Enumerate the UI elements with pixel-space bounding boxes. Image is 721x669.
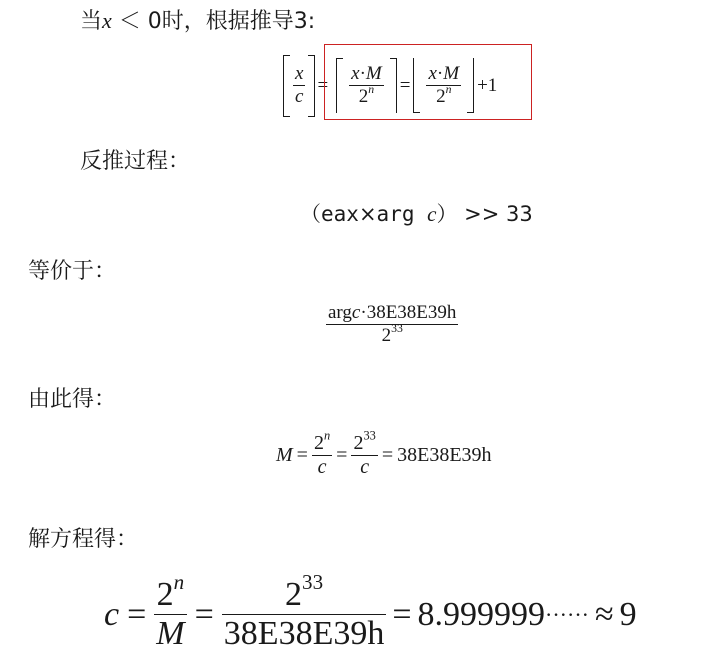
fraction-2n-over-M: $\frac{2^n}{M}$: [156, 570, 185, 652]
fraction-argc-const-over-2-33: $\frac{\text{argc·38E38E39h}}{2^{33}}$: [328, 302, 457, 346]
reverse-process-label: 反推过程：: [80, 149, 191, 174]
fraction-xM-over-2n-floor: $\frac{x\cdot M}{2^n}$: [428, 63, 460, 107]
equals-sign: =: [317, 74, 329, 96]
equals-sign: =: [399, 74, 411, 96]
equation-M-value: M = $\frac{2^n}{c}$ = $\frac{2^{33}}{c}$ = 38E38E39h: [276, 428, 492, 478]
condition-prefix: 当: [80, 9, 103, 34]
denominator: c: [295, 86, 304, 107]
fraction-2n-over-c: $\frac{2^n}{c}$: [313, 428, 331, 478]
equation-c-value: c = $\frac{2^n}{M}$ = $\frac{2^{33}}{38E38E39h}$ = 8.999999 ······ ≈ 9: [104, 570, 637, 652]
right-square-bracket: [308, 55, 315, 117]
condition-line: [80, 4, 315, 35]
fraction-x-over-c: [293, 63, 305, 108]
condition-rest: ＜ 0时，根据推导3:: [111, 9, 316, 34]
equation-floor-identity: [283, 52, 503, 119]
highlight-box: [324, 44, 532, 120]
thus-label: 由此得：: [28, 387, 117, 412]
plus-one: +1: [477, 74, 498, 96]
fraction-2-33-over-c: $\frac{2^{33}}{c}$: [353, 428, 376, 478]
shift-expression: （eax×arg c） >> 33: [300, 202, 533, 226]
fraction-2-33-over-const: $\frac{2^{33}}{38E38E39h}$: [223, 570, 385, 652]
left-square-bracket: [283, 55, 290, 117]
highlighted-region: [330, 52, 503, 119]
numerator: x: [295, 63, 304, 84]
fraction-xM-over-2n-ceiling: $\frac{x\cdot M}{2^n}$: [351, 63, 382, 107]
equation-equivalent-fraction: [326, 302, 458, 347]
condition-variable: x: [102, 8, 112, 33]
equivalent-label: 等价于：: [28, 259, 117, 284]
solve-label: 解方程得：: [28, 527, 139, 552]
